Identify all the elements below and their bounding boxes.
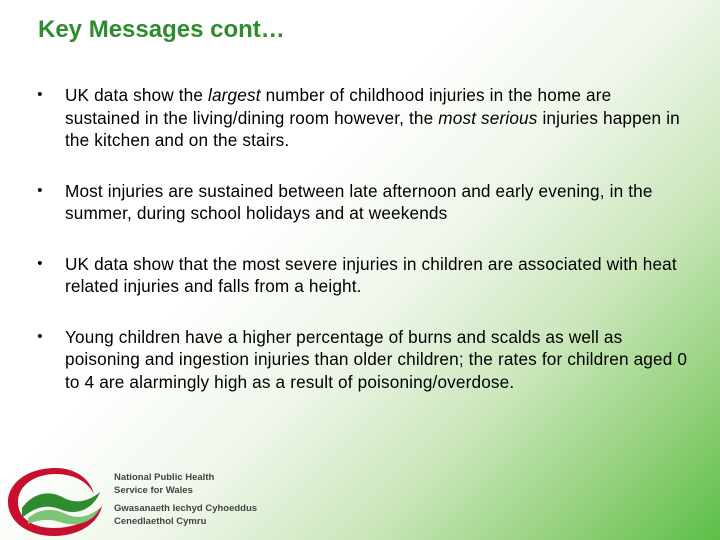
bullet-text: UK data show that the most severe injuries in children are associated with heat related injuries and falls from a height. (65, 253, 677, 296)
bullet-glyph: • (37, 181, 43, 199)
bullet-text: injuries happen in the kitchen and on the stairs. (65, 107, 680, 150)
logo-line: Service for Wales (114, 484, 193, 496)
logo-line: National Public Health (114, 472, 215, 483)
bullet-text: UK data show the (65, 85, 208, 105)
bullet-glyph: • (37, 254, 43, 272)
bullet-item (30, 253, 690, 298)
logo-text (114, 472, 257, 528)
bullet-glyph: • (37, 327, 43, 345)
bullet-item (30, 326, 690, 394)
bullet-text: Most injuries are sustained between late afternoon and early evening, in the summer, during school holidays and at weekends (65, 180, 653, 223)
bullet-item (30, 84, 690, 152)
nphs-swirl-icon (4, 462, 108, 540)
bullet-list (30, 84, 690, 393)
logo-line: Cenedlaethol Cymru (114, 515, 207, 527)
nphs-logo (4, 462, 304, 540)
bullet-emphasis: largest (208, 85, 261, 105)
bullet-text: number of childhood injuries in the home are sustained in the living/dining room however, the (65, 85, 612, 128)
bullet-emphasis: most serious (438, 107, 538, 128)
page-title: Key Messages cont… (38, 16, 285, 43)
logo-line: Gwasanaeth Iechyd Cyhoeddus (114, 503, 258, 514)
bullet-item (30, 180, 690, 225)
bullet-glyph: • (37, 86, 43, 103)
bullet-text: Young children have a higher percentage of burns and scalds as well as poisoning and ingestion injuries than older children; the rates for children aged 0 to 4 are alarmingly high as a result of poisoning/overdose. (65, 326, 688, 392)
